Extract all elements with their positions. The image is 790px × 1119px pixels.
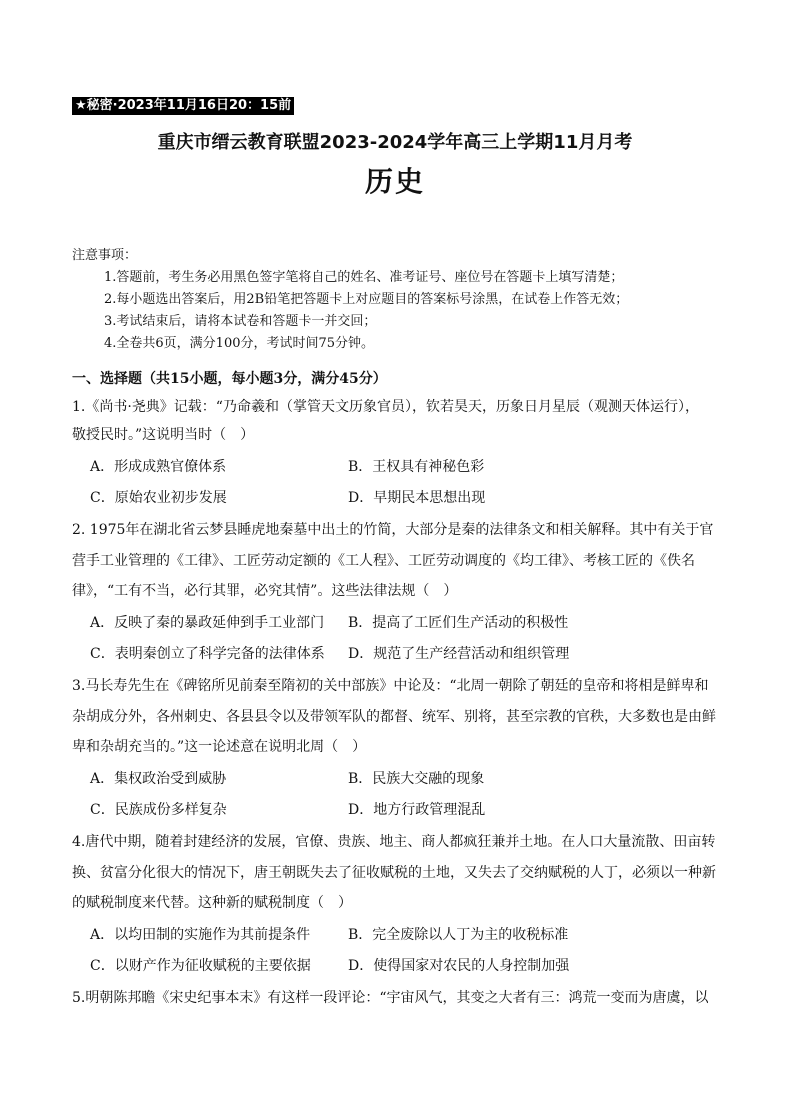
option-b[interactable]: B．提高了工匠们生产活动的积极性 bbox=[348, 615, 569, 631]
option-d[interactable]: D．早期民本思想出现 bbox=[348, 490, 486, 506]
question-3-line: 卑和杂胡充当的。”这一论述意在说明北周（ ） bbox=[72, 739, 367, 755]
option-a[interactable]: A．集权政治受到威胁 bbox=[90, 771, 227, 787]
notice-item: 4.全卷共6页，满分100分，考试时间75分钟。 bbox=[104, 336, 375, 351]
option-d[interactable]: D．规范了生产经营活动和组织管理 bbox=[348, 646, 570, 662]
exam-title: 重庆市缙云教育联盟2023-2024学年高三上学期11月月考 bbox=[157, 132, 633, 153]
question-3-line: 3.马长寿先生在《碑铭所见前秦至隋初的关中部族》中论及：“北周一朝除了朝廷的皇帝和将相是鲜卑和 bbox=[72, 678, 709, 694]
question-2-line: 2. 1975年在湖北省云梦县睡虎地秦墓中出土的竹简，大部分是秦的法律条文和相关解释。其中有关于官 bbox=[72, 522, 714, 538]
notice-item: 3.考试结束后，请将本试卷和答题卡一并交回； bbox=[104, 314, 377, 329]
notice-heading: 注意事项： bbox=[72, 248, 138, 263]
option-c[interactable]: C．表明秦创立了科学完备的法律体系 bbox=[90, 646, 325, 662]
question-2-line: 营手工业管理的《工律》、工匠劳动定额的《工人程》、工匠劳动调度的《均工律》、考核工匠的《佚名 bbox=[72, 553, 695, 569]
question-4-line: 的赋税制度来代替。这种新的赋税制度（ ） bbox=[72, 895, 352, 911]
confidential-label: ★秘密·2023年11月16日20：15前 bbox=[72, 97, 294, 115]
option-b[interactable]: B．民族大交融的现象 bbox=[348, 771, 485, 787]
question-5-line: 5.明朝陈邦瞻《宋史纪事本末》有这样一段评论：“宇宙风气，其变之大者有三：鸿荒一变而为唐虞，以 bbox=[72, 990, 709, 1006]
option-a[interactable]: A．以均田制的实施作为其前提条件 bbox=[90, 927, 311, 943]
question-1-line: 敬授民时。”这说明当时（ ） bbox=[72, 427, 255, 443]
option-a[interactable]: A．形成成熟官僚体系 bbox=[90, 459, 227, 475]
option-d[interactable]: D．地方行政管理混乱 bbox=[348, 802, 486, 818]
subject-title: 历史 bbox=[364, 165, 425, 198]
option-c[interactable]: C．以财产作为征收赋税的主要依据 bbox=[90, 958, 311, 974]
notice-item: 2.每小题选出答案后，用2B铅笔把答题卡上对应题目的答案标号涂黑，在试卷上作答无效； bbox=[104, 292, 629, 307]
section-title: 一、选择题（共15小题，每小题3分，满分45分） bbox=[72, 371, 387, 387]
option-b[interactable]: B．王权具有神秘色彩 bbox=[348, 459, 485, 475]
option-b[interactable]: B．完全废除以人丁为主的收税标准 bbox=[348, 927, 569, 943]
question-4-line: 4.唐代中期，随着封建经济的发展，官僚、贵族、地主、商人都疯狂兼并土地。在人口大量流散、田亩转 bbox=[72, 834, 716, 850]
question-2-line: 律》，“工有不当，必行其罪，必究其情”。这些法律法规（ ） bbox=[72, 583, 458, 599]
option-c[interactable]: C．民族成份多样复杂 bbox=[90, 802, 227, 818]
question-3-line: 杂胡成分外，各州刺史、各县县令以及带领军队的都督、统军、别将，甚至宗教的官秩，大多数也是由鲜 bbox=[72, 709, 716, 725]
option-c[interactable]: C．原始农业初步发展 bbox=[90, 490, 227, 506]
notice-item: 1.答题前，考生务必用黑色签字笔将自己的姓名、准考证号、座位号在答题卡上填写清楚； bbox=[104, 270, 624, 285]
option-a[interactable]: A．反映了秦的暴政延伸到手工业部门 bbox=[90, 615, 325, 631]
question-1-line: 1.《尚书·尧典》记载：“乃命羲和（掌管天文历象官员），钦若昊天，历象日月星辰（观测天体运行）， bbox=[72, 399, 699, 415]
option-d[interactable]: D．使得国家对农民的人身控制加强 bbox=[348, 958, 570, 974]
question-4-line: 换、贫富分化很大的情况下，唐王朝既失去了征收赋税的土地，又失去了交纳赋税的人丁，必须以一种新 bbox=[72, 865, 716, 881]
